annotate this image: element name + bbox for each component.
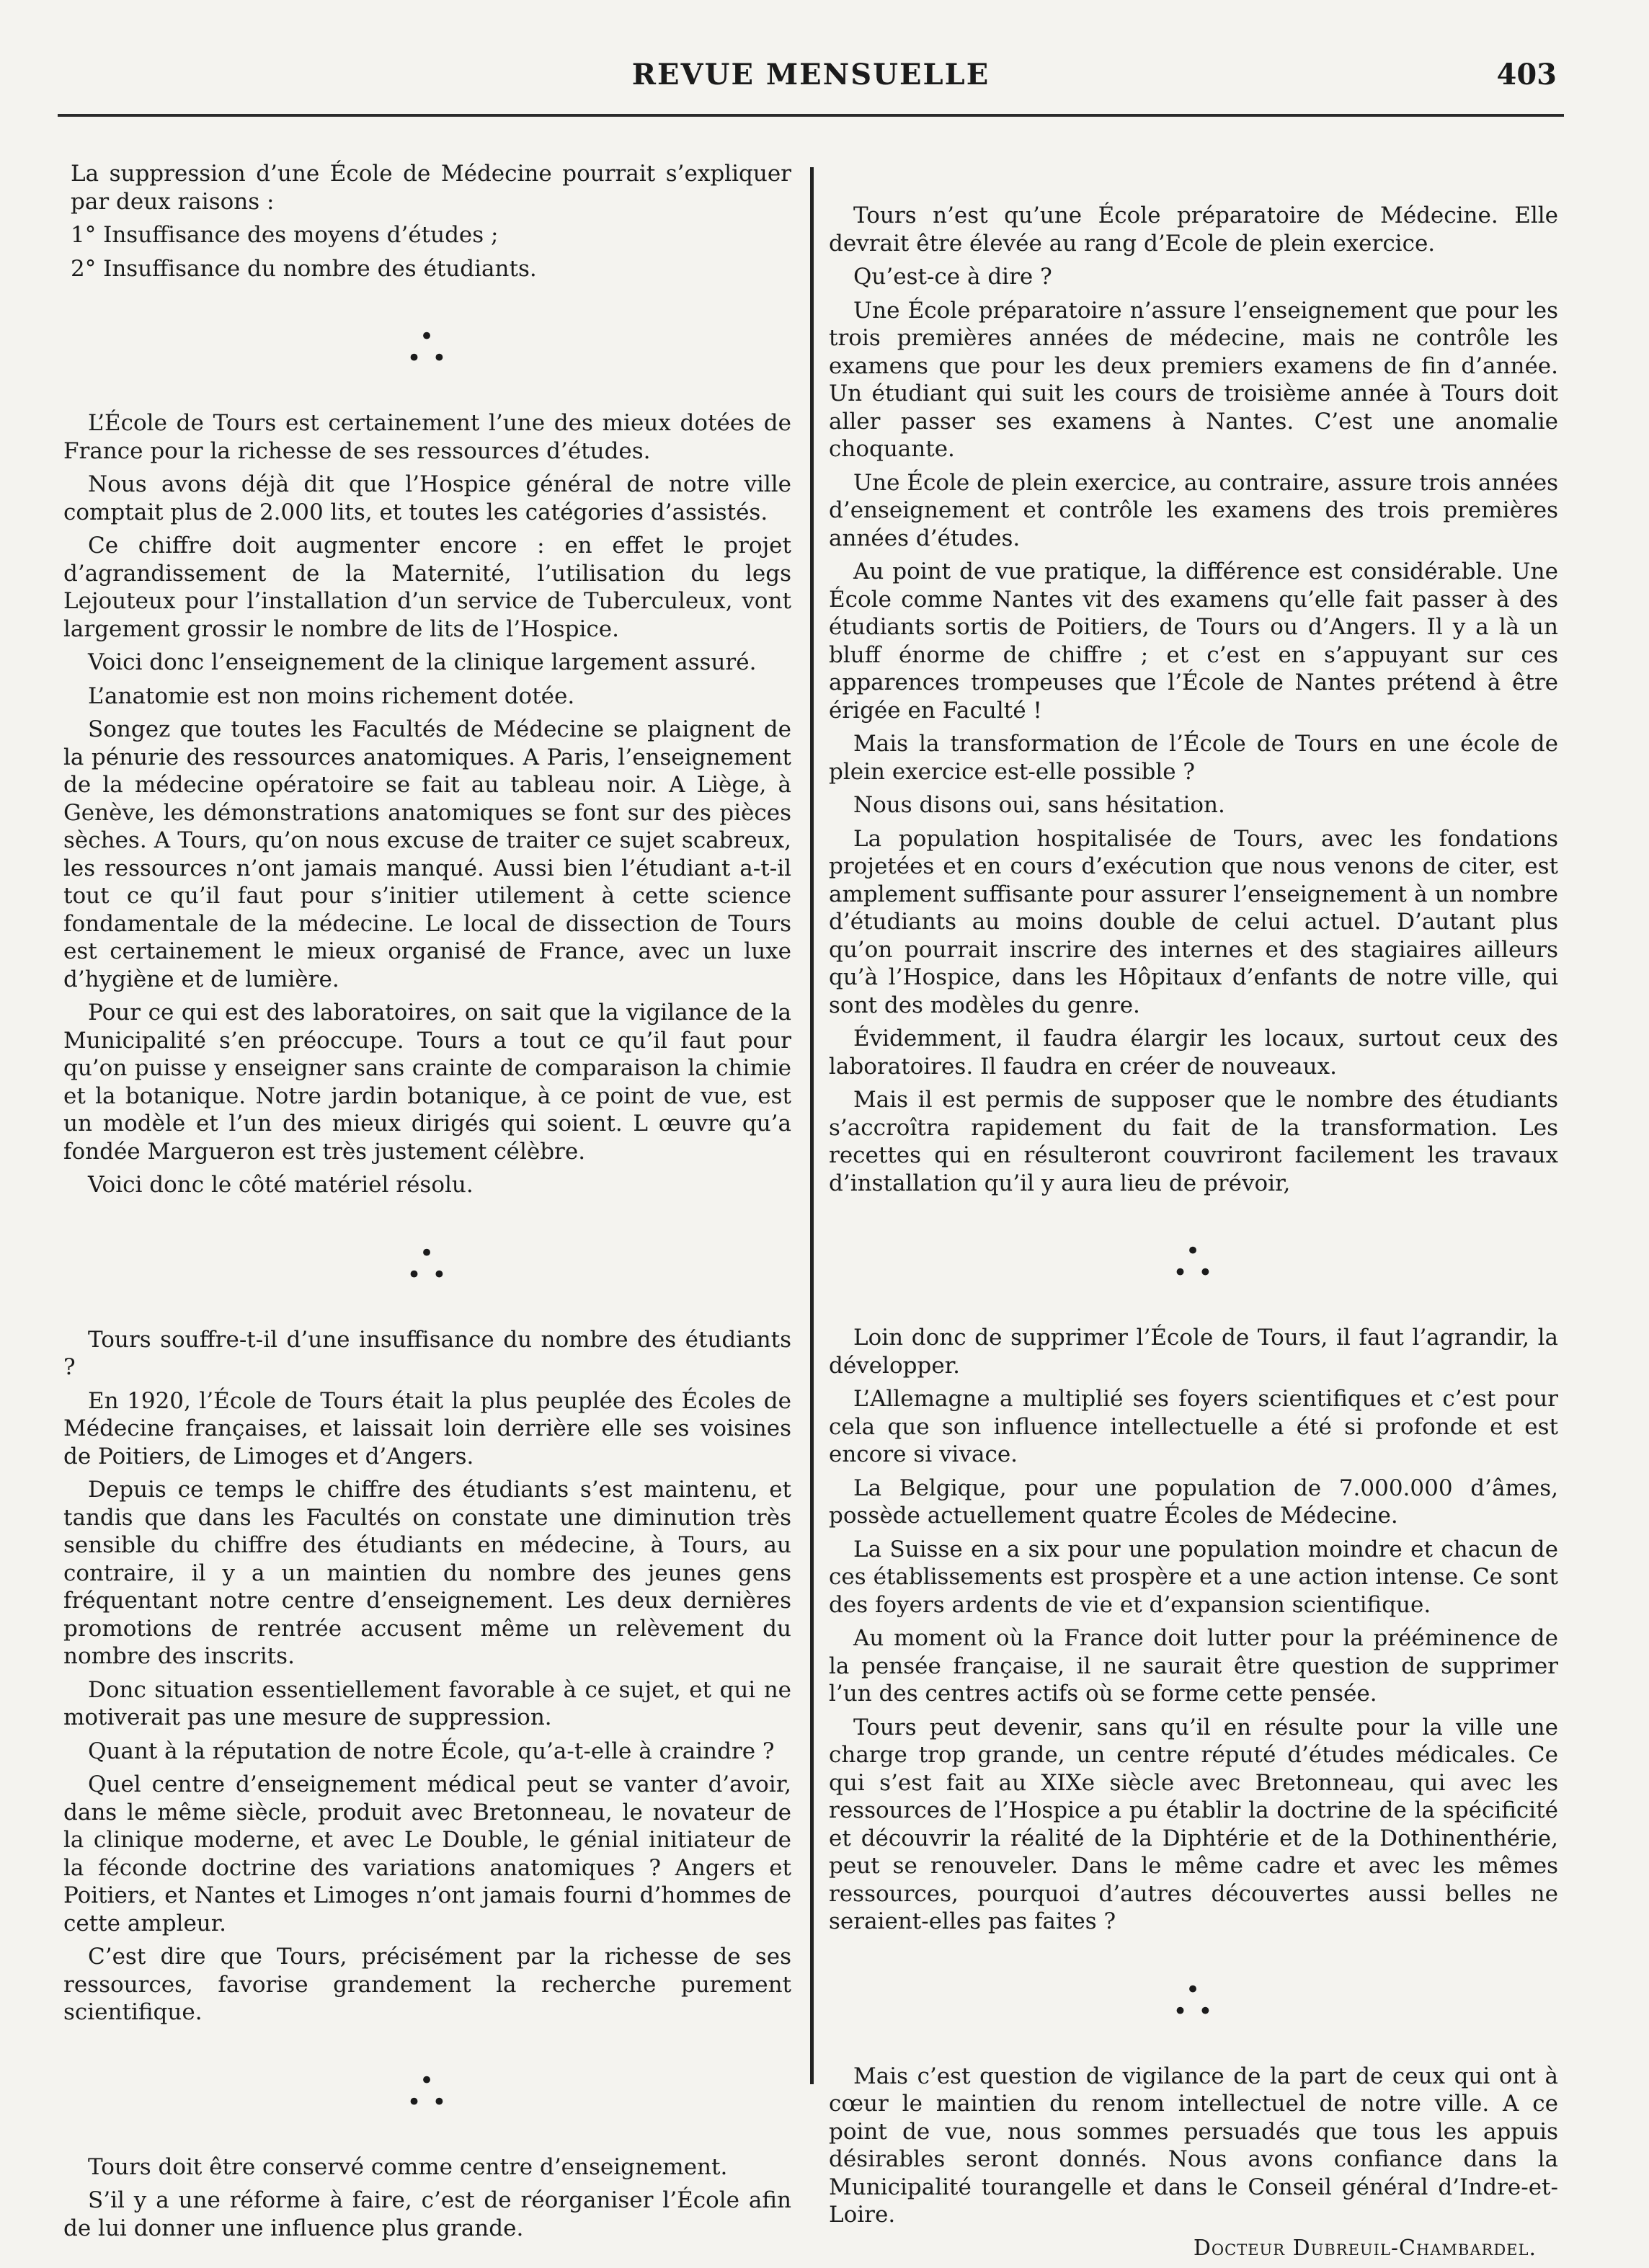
paragraph: Ce chiffre doit augmenter encore : en effet le projet d’agrandissement de la Maternité, l’utilisation du legs Lejouteux pour l’installation d’un service de Tuberculeux, vont largement grossir le nombre de lits de l’Hospice. — [63, 533, 791, 642]
author-signature: Docteur Dubreuil-Chambardel. — [1193, 2235, 1537, 2261]
page-number: 403 — [1496, 58, 1557, 92]
list-item: 2° Insuffisance du nombre des étudiants. — [71, 255, 537, 282]
paragraph: S’il y a une réforme à faire, c’est de réorganiser l’École afin de lui donner une influence plus grande. — [63, 2187, 791, 2241]
paragraph: Voici donc le côté matériel résolu. — [88, 1172, 474, 1198]
paragraph: Voici donc l’enseignement de la clinique largement assuré. — [88, 649, 757, 675]
paragraph: Quel centre d’enseignement médical peut se vanter d’avoir, dans le même siècle, produit avec Bretonneau, le novateur de la clinique moderne, et avec Le Double, le génial initiateur de la féconde doctrine des variations anatomiques ? Angers et Poitiers, et Nantes et Limoges n’ont jamais fourni d’hommes de cette ampleur. — [63, 1771, 791, 1936]
paragraph: L’Allemagne a multiplié ses foyers scientifiques et c’est pour cela que son influence intellectuelle a été si profonde et est encore si vivace. — [829, 1386, 1558, 1467]
section-separator: • • • — [406, 1238, 448, 1289]
section-separator: • • • — [1173, 1237, 1214, 1287]
column-rule — [810, 167, 814, 2084]
paragraph: Tours peut devenir, sans qu’il en résulte pour la ville une charge trop grande, un centre réputé d’études médicales. Ce qui s’est fait au XIXe siècle avec Bretonneau, qui avec les ressources de l’Hospice a pu établir la doctrine de la spécificité et découvrir la réalité de la Diphtérie et de la Dothinenthérie, peut se renouveler. Dans le même cadre et avec les mêmes ressources, pourquoi d’autres découvertes aussi belles ne seraient-elles pas faites ? — [829, 1714, 1558, 1934]
paragraph: Évidemment, il faudra élargir les locaux, surtout ceux des laboratoires. Il faudra en créer de nouveaux. — [829, 1026, 1558, 1080]
paragraph: Au moment où la France doit lutter pour la prééminence de la pensée française, il ne saurait être question de supprimer l’un des centres actifs où se forme cette pensée. — [829, 1625, 1558, 1707]
paragraph: Tours doit être conservé comme centre d’enseignement. — [88, 2153, 728, 2180]
section-separator: • • • — [1173, 1975, 1214, 2026]
paragraph: Mais il est permis de supposer que le nombre des étudiants s’accroîtra rapidement du fait de la transformation. Les recettes qui en résulteront couvriront facilement les travaux d’installation qu’il y aura lieu de prévoir, — [829, 1087, 1558, 1196]
left-column — [63, 160, 791, 2248]
paragraph: Pour ce qui est des laboratoires, on sait que la vigilance de la Municipalité s’en préoccupe. Tours a tout ce qu’il faut pour qu’on puisse y enseigner sans crainte de comparaison la chimie et la botanique. Notre jardin botanique, à ce point de vue, est un modèle et l’un des mieux dirigés qui soient. L œuvre qu’a fondée Margueron est très justement célèbre. — [63, 1000, 791, 1165]
paragraph: Tours n’est qu’une École préparatoire de Médecine. Elle devrait être élevée au rang d’Ecole de plein exercice. — [829, 203, 1558, 257]
paragraph: L’anatomie est non moins richement dotée. — [88, 682, 575, 709]
paragraph: La suppression d’une École de Médecine pourrait s’expliquer par deux raisons : — [71, 161, 791, 215]
journal-title: REVUE MENSUELLE — [631, 58, 990, 92]
paragraph: Tours souffre-t-il d’une insuffisance du nombre des étudiants ? — [63, 1326, 791, 1380]
header-rule — [58, 114, 1564, 117]
paragraph: Donc situation essentiellement favorable à ce sujet, et qui ne motiverait pas une mesure de suppression. — [63, 1676, 791, 1730]
paragraph: Au point de vue pratique, la différence est considérable. Une École comme Nantes vit des examens qu’elle fait passer à des étudiants sortis de Poitiers, de Tours ou d’Angers. Il y a là un bluff énorme de chiffre ; et c’est en s’appuyant sur ces apparences trompeuses que l’École de Nantes prétend à être érigée en Faculté ! — [829, 559, 1558, 724]
right-column — [829, 202, 1558, 2268]
paragraph: La Belgique, pour une population de 7.000.000 d’âmes, possède actuellement quatre Écoles de Médecine. — [829, 1475, 1558, 1529]
paragraph: Une École préparatoire n’assure l’enseignement que pour les trois premières années de médecine, mais ne contrôle les examens que pour les deux premiers examens de fin d’année. Un étudiant qui suit les cours de troisième année à Tours doit aller passer ses examens à Nantes. C’est une anomalie choquante. — [829, 297, 1558, 462]
page-header — [58, 58, 1564, 108]
paragraph: La population hospitalisée de Tours, avec les fondations projetées et en cours d’exécution que nous venons de citer, est amplement suffisante pour assurer l’enseignement à un nombre d’étudiants au moins double de celui actuel. D’autant plus qu’on pourrait inscrire des internes et des stagiaires ailleurs qu’à l’Hospice, dans les Hôpitaux d’enfants de notre ville, qui sont des modèles du genre. — [829, 825, 1558, 1018]
section-separator: • • • — [406, 2065, 448, 2117]
paragraph: Mais la transformation de l’École de Tours en une école de plein exercice est-elle possible ? — [829, 731, 1558, 785]
section-separator: • • • — [406, 322, 448, 373]
paragraph: Songez que toutes les Facultés de Médecine se plaignent de la pénurie des ressources anatomiques. A Paris, l’enseignement de la médecine opératoire se fait au tableau noir. A Liège, à Genève, les démonstrations anatomiques se font sur des pièces sèches. A Tours, qu’on nous excuse de traiter ce sujet scabreux, les ressources n’ont jamais manqué. Aussi bien l’étudiant a-t-il tout ce qu’il faut pour s’initier utilement à cette science fondamentale de la médecine. Le local de dissection de Tours est certainement le mieux organisé de France, avec un luxe d’hygiène et de lumière. — [63, 716, 791, 992]
paragraph: L’École de Tours est certainement l’une des mieux dotées de France pour la richesse de ses ressources d’études. — [63, 410, 791, 464]
paragraph: C’est dire que Tours, précisément par la richesse de ses ressources, favorise grandement la recherche purement scientifique. — [63, 1944, 791, 2025]
list-item: 1° Insuffisance des moyens d’études ; — [71, 222, 499, 248]
paragraph: Mais c’est question de vigilance de la part de ceux qui ont à cœur le maintien du renom intellectuel de notre ville. A ce point de vue, nous sommes persuadés que tous les appuis désirables seront donnés. Nous avons confiance dans la Municipalité tourangelle et dans le Conseil général d’Indre-et-Loire. — [829, 2063, 1558, 2228]
paragraph: Quant à la réputation de notre École, qu’a-t-elle à craindre ? — [88, 1738, 775, 1764]
paragraph: La Suisse en a six pour une population moindre et chacun de ces établissements est prospère et a une action intense. Ce sont des foyers ardents de vie et d’expansion scientifique. — [829, 1536, 1558, 1618]
paragraph: Nous avons déjà dit que l’Hospice général de notre ville comptait plus de 2.000 lits, et toutes les catégories d’assistés. — [63, 471, 791, 525]
paragraph: Depuis ce temps le chiffre des étudiants s’est maintenu, et tandis que dans les Facultés on constate une diminution très sensible du chiffre des étudiants en médecine, à Tours, au contraire, il y a un maintien du nombre des jeunes gens fréquentant notre centre d’enseignement. Les deux dernières promotions de rentrée accusent même un relèvement du nombre des inscrits. — [63, 1477, 791, 1669]
paragraph: En 1920, l’École de Tours était la plus peuplée des Écoles de Médecine françaises, et laissait loin derrière elle ses voisines de Poitiers, de Limoges et d’Angers. — [63, 1387, 791, 1469]
paragraph: Nous disons oui, sans hésitation. — [853, 792, 1225, 818]
paragraph: Une École de plein exercice, au contraire, assure trois années d’enseignement et contrôle les examens des trois premières années d’études. — [829, 469, 1558, 551]
paragraph: Loin donc de supprimer l’École de Tours, il faut l’agrandir, la développer. — [829, 1325, 1558, 1379]
paragraph: Qu’est-ce à dire ? — [853, 264, 1052, 290]
